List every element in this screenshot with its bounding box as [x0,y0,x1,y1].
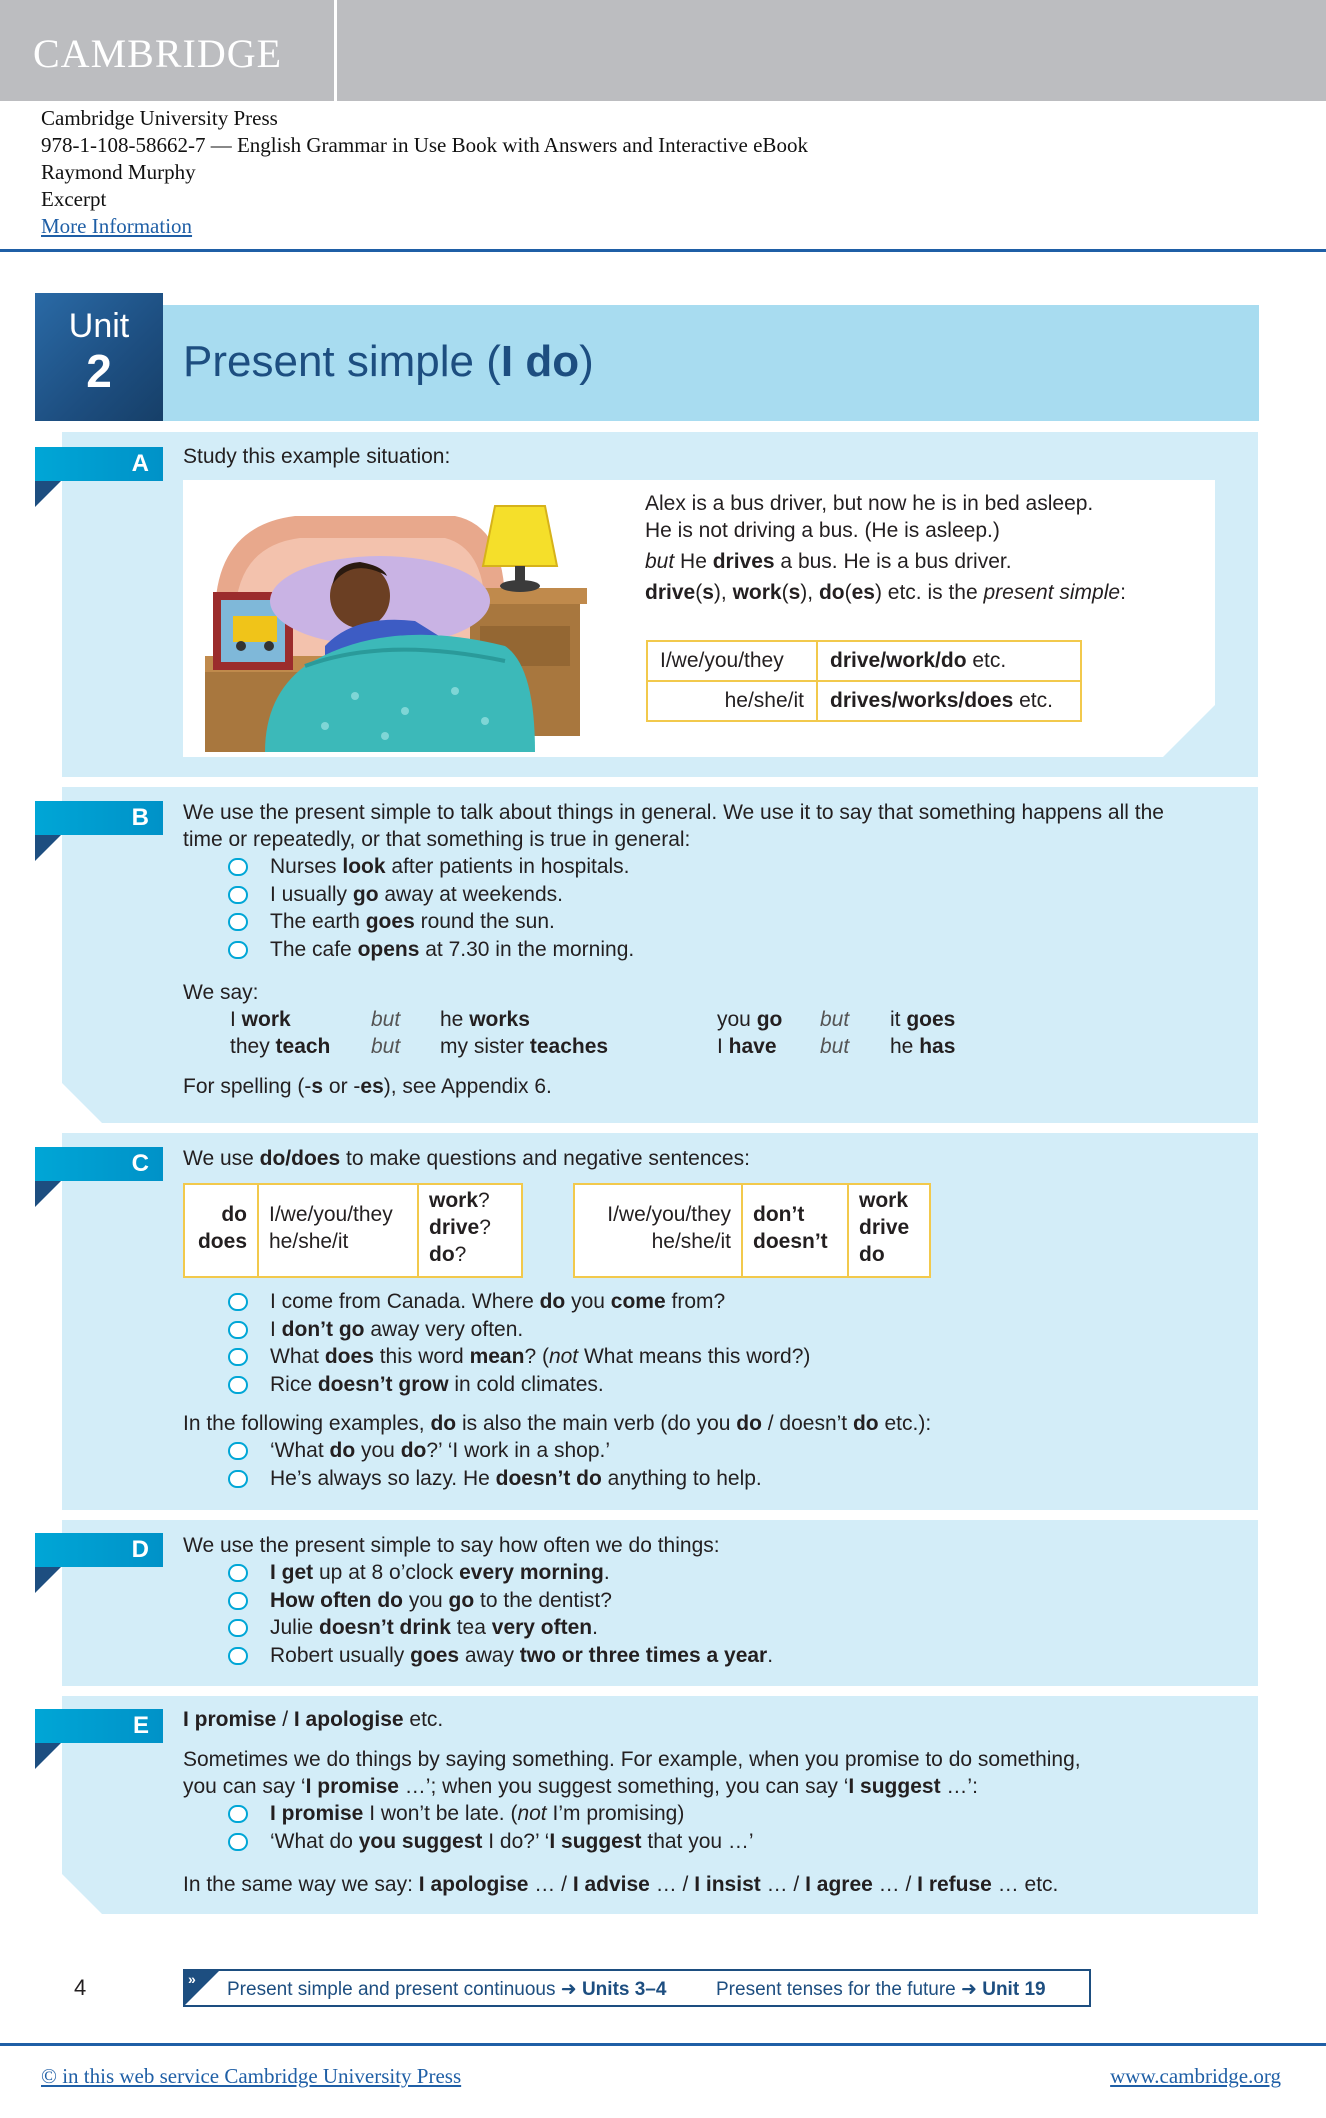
bullet-ring-icon [228,941,248,959]
aux-cell [185,1185,259,1276]
t: es [851,581,875,604]
t: do [430,1412,457,1435]
section-e-examples [228,1800,754,1855]
list-item [228,1828,754,1856]
section-d-intro: We use the present simple to say how often we do things: [183,1534,720,1557]
t: away very often. [364,1317,524,1341]
sleeping-man-illustration [205,496,605,752]
t: In the same way we say: [183,1873,419,1896]
unit-title [183,337,594,387]
list-item [228,1288,810,1316]
book-metadata [41,105,808,240]
section-d-tab-tail [35,1567,61,1593]
panel-fold [1163,705,1215,757]
t: but [371,1008,401,1031]
bullet-ring-icon [228,1376,248,1394]
t: away [459,1643,520,1667]
t: I/we/you/they [269,1203,393,1226]
t: I won’t be late. ( [363,1802,518,1825]
list-item [228,881,634,909]
t: don’t [753,1203,805,1226]
t: What means this word?) [578,1345,811,1368]
t: / [276,1708,294,1731]
t: mean [469,1345,525,1368]
section-b-intro2: time or repeatedly, or that something is true in general: [183,828,691,851]
t: very often [491,1616,593,1639]
table-row [647,641,1081,681]
section-d-examples [228,1559,773,1669]
t: this word [373,1345,470,1368]
list-item [228,1642,773,1670]
t: you [565,1290,611,1313]
t: … / [872,1873,918,1896]
t: come [610,1290,666,1313]
list-item [228,1587,773,1615]
list-item [228,1437,762,1465]
t: doesn’t do [495,1466,602,1490]
verb-cell [817,641,1081,681]
t: I agree [805,1873,873,1896]
t: every morning [459,1561,604,1584]
t: We use [183,1147,260,1170]
t: you [717,1008,757,1031]
t: not [517,1802,547,1825]
bullet-ring-icon [228,1619,248,1637]
t: I suggest [848,1775,941,1798]
unit-header [35,293,1259,421]
page-number: 4 [74,1975,87,2000]
t: you [355,1439,401,1462]
t: he/she/it [651,1230,731,1253]
cross-reference-bar [183,1969,1091,2007]
unit-title-suffix: ) [579,337,594,386]
t: ), see Appendix 6. [383,1075,552,1098]
pair-i-work [230,1006,291,1033]
footer-divider [0,2043,1326,2046]
subject-cell: he/she/it [647,681,817,721]
t: does [324,1345,374,1368]
t: do [539,1290,566,1313]
t: I apologise [293,1708,404,1731]
list-item [228,1559,773,1587]
t: goes [410,1643,460,1667]
t: etc.): [878,1412,932,1435]
t: anything to help. [601,1466,762,1490]
t: … / [528,1873,573,1896]
t: …’: [940,1775,978,1798]
t: Robert usually [270,1643,411,1667]
section-a-line3 [645,548,1012,575]
t: For spelling (- [183,1075,312,1098]
t: ? [454,1243,467,1266]
section-a-tab-tail [35,481,61,507]
but-label [820,1033,849,1060]
t: do [429,1243,455,1266]
list-item [228,1614,773,1642]
line3-post: a bus. He is a bus driver. [774,550,1012,573]
t: doesn’t grow [317,1372,449,1396]
website-link[interactable]: www.cambridge.org [1110,2064,1281,2088]
t: drive [429,1216,480,1239]
bullet-ring-icon [228,858,248,876]
list-item [228,908,634,936]
isbn-title: 978-1-108-58662-7 — English Grammar in Use Book with Answers and Interactive eBook [41,133,808,157]
pair-it-goes [890,1006,955,1033]
t: not [548,1345,579,1368]
t: : [1120,581,1126,604]
t: … / [649,1873,695,1896]
t: do [818,581,845,604]
t: ( [781,581,789,604]
t: that you …’ [641,1829,754,1853]
verb-forms: drives/works/does [830,689,1014,712]
t: I usually [270,882,353,906]
section-c-tab-tail [35,1181,61,1207]
bullet-ring-icon [228,1564,248,1582]
list-item [228,1316,810,1344]
t: ➜ Units 3–4 [560,1979,667,2000]
t: in cold climates. [448,1372,604,1396]
but-italic: but [645,550,675,573]
t: but [371,1035,401,1058]
t: round the sun. [414,910,555,933]
t: Julie [270,1616,320,1639]
section-a-panel [183,480,1215,757]
t: go [756,1008,783,1031]
negative-cell [743,1185,849,1276]
t: How often do [270,1588,403,1612]
section-e-tab-tail [35,1743,61,1769]
t: ) etc. is the [874,581,984,604]
t: doesn’t drink [319,1616,451,1639]
t: tea [450,1616,492,1639]
t: don’t go [281,1317,365,1341]
t: go [448,1588,475,1612]
section-b-examples [228,853,634,963]
t: at 7.30 in the morning. [419,937,635,961]
list-item [228,936,634,964]
subject-cell: I/we/you/they [647,641,817,681]
t: do [400,1439,427,1462]
t: ‘What do [270,1829,359,1853]
bullet-ring-icon [228,1470,248,1488]
bullet-ring-icon [228,1293,248,1311]
t: I come from Canada. Where [270,1290,540,1313]
section-c-examples [228,1288,810,1398]
t: drive [859,1216,910,1239]
t: ➜ Unit 19 [961,1979,1046,2000]
t: … etc. [991,1873,1059,1896]
bullet-ring-icon [228,1442,248,1460]
t: my sister [440,1035,530,1058]
t: Present simple and present continuous [227,1979,561,2000]
t: ‘What [270,1439,330,1462]
t: I promise [305,1775,399,1798]
list-item [228,853,634,881]
t: from? [665,1290,726,1313]
bullet-ring-icon [228,1321,248,1339]
t: What [270,1345,325,1368]
table-row [647,681,1081,721]
t: do [221,1203,247,1226]
pair-sister-teaches [440,1033,608,1060]
bullet-ring-icon [228,1647,248,1665]
bullet-ring-icon [228,886,248,904]
t: I [270,1317,282,1341]
t: have [728,1035,777,1058]
t: ? ( [524,1345,549,1368]
t: s [702,581,714,604]
but-label [371,1006,400,1033]
t: look [342,855,386,878]
t: / doesn’t [761,1412,853,1435]
double-chevron-icon: » [188,1971,196,1987]
t: teaches [529,1035,609,1058]
section-c-intro [183,1145,750,1172]
t: ?’ ‘I work in a shop.’ [426,1439,610,1462]
t: I/we/you/they [607,1203,731,1226]
t: I [717,1035,729,1058]
section-b-tab: B [35,801,163,835]
t: they [230,1035,276,1058]
t: two or three times a year [519,1643,768,1667]
t: Nurses [270,855,343,878]
t: drive [645,581,696,604]
top-banner [0,0,1326,101]
t: I apologise [418,1873,529,1896]
t: I refuse [917,1873,992,1896]
we-say-label: We say: [183,981,259,1004]
t: you [402,1588,449,1612]
t: up at 8 o’clock [313,1561,460,1584]
t: do/does [259,1147,341,1170]
t: but [820,1008,850,1031]
section-c-examples-2 [228,1437,762,1492]
t: s [311,1075,324,1098]
t: … / [760,1873,806,1896]
section-a-line1: Alex is a bus driver, but now he is in bed asleep. [645,492,1094,515]
t: you suggest [358,1829,483,1853]
t: es [360,1075,384,1098]
t: does [197,1230,247,1253]
bullet-ring-icon [228,1805,248,1823]
section-b-tab-tail [35,835,61,861]
publisher: Cambridge University Press [41,106,278,130]
section-e-p1: Sometimes we do things by saying something. For example, when you promise to do something, [183,1748,1081,1771]
t: but [820,1035,850,1058]
t: I’m promising) [546,1802,685,1825]
t: do [859,1243,885,1266]
t: has [919,1035,956,1058]
t: ( [695,581,703,604]
bullet-ring-icon [228,1833,248,1851]
t: I insist [694,1873,761,1896]
verb-cell [817,681,1081,721]
etc: etc. [1013,689,1053,712]
t: I promise [183,1708,277,1731]
t: do [329,1439,356,1462]
t: ), [800,581,819,604]
section-e-p2 [183,1773,978,1800]
t: he [440,1008,470,1031]
t: . [603,1561,610,1584]
t: etc. [403,1708,444,1731]
t: or - [323,1075,361,1098]
t: works [469,1008,530,1031]
t: doesn’t [753,1230,828,1253]
t: In the following examples, [183,1412,431,1435]
xref-units-3-4[interactable] [227,1978,666,2001]
t: ? [479,1216,491,1239]
copyright-link[interactable]: © in this web service Cambridge University Press [41,2064,462,2088]
t: to make questions and negative sentences: [340,1147,750,1170]
t: ), [713,581,733,604]
t: work [241,1008,291,1031]
t: away at weekends. [378,882,563,906]
t: do [736,1412,762,1435]
t: Rice [270,1372,318,1396]
t: present simple [983,581,1121,604]
verb-cell [849,1185,929,1276]
pair-you-go [717,1006,782,1033]
xref-unit-19[interactable] [716,1978,1046,2001]
t: I advise [572,1873,650,1896]
t: . [767,1643,774,1667]
section-d-tab: D [35,1533,163,1567]
t: I promise [270,1802,364,1825]
section-a-intro: Study this example situation: [183,445,451,468]
t: …’; when you suggest something, you can say ‘ [398,1775,849,1798]
negative-form-box [573,1183,931,1278]
same-way-note [183,1871,1058,1898]
t: ( [844,581,852,604]
t: The earth [270,910,366,933]
more-information-link[interactable]: More Information [41,214,193,238]
t: ? [478,1189,490,1212]
t: is also the main verb (do you [456,1412,737,1435]
t: work [429,1189,479,1212]
t: teach [275,1035,331,1058]
subject-cell [575,1185,743,1276]
verb-forms: drive/work/do [830,649,967,672]
header-divider [0,249,1326,252]
t: you can say ‘ [183,1775,306,1798]
subject-cell [259,1185,419,1276]
bullet-ring-icon [228,1592,248,1610]
t: opens [357,937,420,961]
pair-they-teach [230,1033,330,1060]
t: after patients in hospitals. [385,855,630,878]
t: goes [906,1008,956,1031]
verb-form-table [646,640,1082,722]
line3-bold: drives [712,550,775,573]
t: goes [365,910,415,933]
unit-badge [35,293,163,421]
t: Present tenses for the future [716,1979,962,2000]
section-e-tab: E [35,1709,163,1743]
t: work [859,1189,909,1212]
pair-he-works [440,1006,530,1033]
t: work [732,581,782,604]
line3-pre: He [674,550,713,573]
list-item [228,1371,810,1399]
t: The cafe [270,937,358,961]
t: do [852,1412,879,1435]
section-e-title [183,1706,443,1733]
t: he/she/it [269,1230,349,1253]
unit-label: Unit [68,307,130,345]
t: I suggest [549,1829,642,1853]
t: s [788,581,801,604]
list-item [228,1800,754,1828]
section-b-intro1: We use the present simple to talk about things in general. We use it to say that something happens all the [183,801,1164,824]
section-c-tab: C [35,1147,163,1181]
main-verb-note [183,1410,931,1437]
t: he [890,1035,920,1058]
but-label [371,1033,400,1060]
verb-cell [419,1185,521,1276]
unit-title-bold: I do [500,337,580,386]
logo-box [0,0,337,101]
pair-he-has [890,1033,955,1060]
section-a-tab: A [35,447,163,481]
section-a-line2: He is not driving a bus. (He is asleep.) [645,519,1000,542]
unit-title-prefix: Present simple ( [183,337,501,386]
t: I do?’ ‘ [482,1829,550,1853]
but-label [820,1006,849,1033]
pair-i-have [717,1033,777,1060]
t: to the dentist? [474,1588,612,1612]
t: He’s always so lazy. He [270,1466,496,1490]
t: it [890,1008,907,1031]
question-form-box [183,1183,523,1278]
t: . [592,1616,598,1639]
t: I [230,1008,242,1031]
t: I get [270,1561,314,1584]
bullet-ring-icon [228,1348,248,1366]
spelling-note [183,1073,552,1100]
excerpt-label: Excerpt [41,187,107,211]
unit-number: 2 [86,345,112,397]
bullet-ring-icon [228,913,248,931]
cambridge-logo: CAMBRIDGE [33,31,283,76]
section-a-line4 [645,579,1126,606]
list-item [228,1343,810,1371]
list-item [228,1465,762,1493]
t: go [352,882,379,906]
etc: etc. [966,649,1007,672]
author: Raymond Murphy [41,160,196,184]
